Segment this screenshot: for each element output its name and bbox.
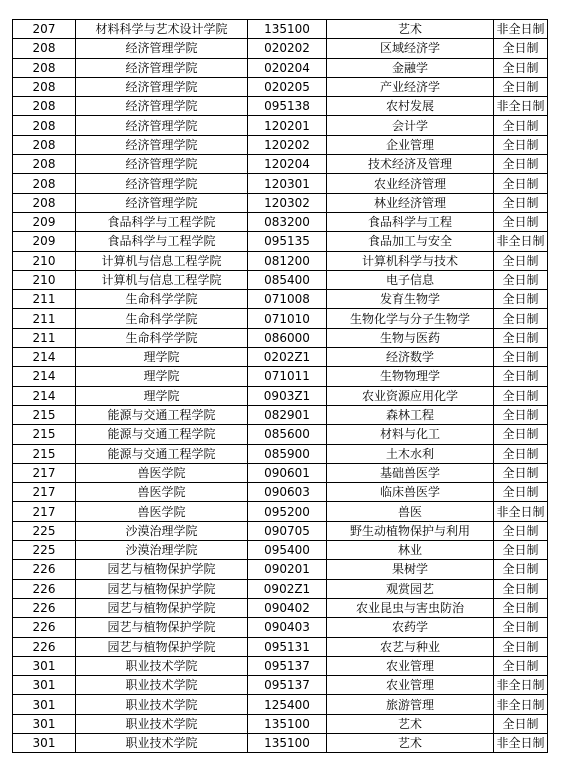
program-name-cell: 产业经济学 bbox=[327, 77, 494, 96]
college-name-cell: 能源与交通工程学院 bbox=[76, 444, 248, 463]
table-row bbox=[13, 579, 548, 598]
college-name-cell: 经济管理学院 bbox=[76, 58, 248, 77]
college-name-cell: 职业技术学院 bbox=[76, 676, 248, 695]
college-name-cell: 计算机与信息工程学院 bbox=[76, 251, 248, 270]
college-code-cell: 214 bbox=[13, 348, 76, 367]
table-row bbox=[13, 290, 548, 309]
college-name-cell: 食品科学与工程学院 bbox=[76, 212, 248, 231]
program-name-cell: 电子信息 bbox=[327, 270, 494, 289]
study-mode-cell: 全日制 bbox=[494, 367, 548, 386]
college-name-cell: 经济管理学院 bbox=[76, 174, 248, 193]
study-mode-cell: 全日制 bbox=[494, 135, 548, 154]
college-code-cell: 208 bbox=[13, 193, 76, 212]
college-name-cell: 生命科学学院 bbox=[76, 290, 248, 309]
study-mode-cell: 全日制 bbox=[494, 560, 548, 579]
program-code-cell: 135100 bbox=[248, 20, 327, 39]
program-code-cell: 071010 bbox=[248, 309, 327, 328]
program-code-cell: 085400 bbox=[248, 270, 327, 289]
table-row bbox=[13, 58, 548, 77]
program-code-cell: 071011 bbox=[248, 367, 327, 386]
college-code-cell: 217 bbox=[13, 502, 76, 521]
college-name-cell: 园艺与植物保护学院 bbox=[76, 598, 248, 617]
program-code-cell: 085900 bbox=[248, 444, 327, 463]
program-name-cell: 土木水利 bbox=[327, 444, 494, 463]
college-name-cell: 经济管理学院 bbox=[76, 97, 248, 116]
program-code-cell: 120201 bbox=[248, 116, 327, 135]
table-row bbox=[13, 598, 548, 617]
college-code-cell: 209 bbox=[13, 232, 76, 251]
study-mode-cell: 全日制 bbox=[494, 155, 548, 174]
study-mode-cell: 全日制 bbox=[494, 348, 548, 367]
program-name-cell: 技术经济及管理 bbox=[327, 155, 494, 174]
college-name-cell: 园艺与植物保护学院 bbox=[76, 560, 248, 579]
study-mode-cell: 全日制 bbox=[494, 309, 548, 328]
program-name-cell: 农村发展 bbox=[327, 97, 494, 116]
program-name-cell: 野生动植物保护与利用 bbox=[327, 521, 494, 540]
college-name-cell: 理学院 bbox=[76, 348, 248, 367]
study-mode-cell: 全日制 bbox=[494, 386, 548, 405]
college-name-cell: 材料科学与艺术设计学院 bbox=[76, 20, 248, 39]
program-name-cell: 艺术 bbox=[327, 714, 494, 733]
table-row bbox=[13, 328, 548, 347]
college-code-cell: 217 bbox=[13, 483, 76, 502]
college-code-cell: 301 bbox=[13, 733, 76, 752]
program-code-cell: 120302 bbox=[248, 193, 327, 212]
table-row bbox=[13, 155, 548, 174]
program-code-cell: 125400 bbox=[248, 695, 327, 714]
table-row bbox=[13, 20, 548, 39]
table-row bbox=[13, 232, 548, 251]
college-code-cell: 208 bbox=[13, 155, 76, 174]
college-name-cell: 经济管理学院 bbox=[76, 135, 248, 154]
study-mode-cell: 全日制 bbox=[494, 618, 548, 637]
college-code-cell: 209 bbox=[13, 212, 76, 231]
table-row bbox=[13, 560, 548, 579]
study-mode-cell: 全日制 bbox=[494, 290, 548, 309]
program-code-cell: 081200 bbox=[248, 251, 327, 270]
study-mode-cell: 全日制 bbox=[494, 656, 548, 675]
program-code-cell: 090705 bbox=[248, 521, 327, 540]
program-name-cell: 兽医 bbox=[327, 502, 494, 521]
program-name-cell: 农业经济管理 bbox=[327, 174, 494, 193]
program-code-cell: 135100 bbox=[248, 714, 327, 733]
college-code-cell: 208 bbox=[13, 135, 76, 154]
college-code-cell: 301 bbox=[13, 714, 76, 733]
college-code-cell: 225 bbox=[13, 521, 76, 540]
program-name-cell: 食品科学与工程 bbox=[327, 212, 494, 231]
program-name-cell: 林业经济管理 bbox=[327, 193, 494, 212]
table-row bbox=[13, 444, 548, 463]
college-code-cell: 301 bbox=[13, 656, 76, 675]
program-code-cell: 135100 bbox=[248, 733, 327, 752]
program-name-cell: 经济数学 bbox=[327, 348, 494, 367]
program-table bbox=[12, 19, 548, 753]
college-code-cell: 226 bbox=[13, 579, 76, 598]
college-name-cell: 园艺与植物保护学院 bbox=[76, 637, 248, 656]
college-code-cell: 211 bbox=[13, 290, 76, 309]
table-row bbox=[13, 521, 548, 540]
study-mode-cell: 全日制 bbox=[494, 714, 548, 733]
college-name-cell: 理学院 bbox=[76, 386, 248, 405]
program-table-body bbox=[13, 20, 548, 753]
table-row bbox=[13, 405, 548, 424]
college-code-cell: 211 bbox=[13, 328, 76, 347]
college-name-cell: 职业技术学院 bbox=[76, 714, 248, 733]
program-code-cell: 095135 bbox=[248, 232, 327, 251]
college-name-cell: 园艺与植物保护学院 bbox=[76, 618, 248, 637]
program-code-cell: 120202 bbox=[248, 135, 327, 154]
college-code-cell: 301 bbox=[13, 676, 76, 695]
program-code-cell: 090603 bbox=[248, 483, 327, 502]
table-row bbox=[13, 212, 548, 231]
study-mode-cell: 全日制 bbox=[494, 39, 548, 58]
college-code-cell: 210 bbox=[13, 270, 76, 289]
table-row bbox=[13, 695, 548, 714]
program-name-cell: 会计学 bbox=[327, 116, 494, 135]
study-mode-cell: 全日制 bbox=[494, 328, 548, 347]
college-name-cell: 计算机与信息工程学院 bbox=[76, 270, 248, 289]
program-code-cell: 020205 bbox=[248, 77, 327, 96]
program-code-cell: 090403 bbox=[248, 618, 327, 637]
table-row bbox=[13, 483, 548, 502]
study-mode-cell: 全日制 bbox=[494, 483, 548, 502]
study-mode-cell: 非全日制 bbox=[494, 676, 548, 695]
college-name-cell: 沙漠治理学院 bbox=[76, 541, 248, 560]
program-code-cell: 090402 bbox=[248, 598, 327, 617]
study-mode-cell: 全日制 bbox=[494, 541, 548, 560]
table-row bbox=[13, 116, 548, 135]
study-mode-cell: 全日制 bbox=[494, 270, 548, 289]
college-name-cell: 兽医学院 bbox=[76, 483, 248, 502]
college-name-cell: 经济管理学院 bbox=[76, 39, 248, 58]
study-mode-cell: 全日制 bbox=[494, 598, 548, 617]
college-code-cell: 214 bbox=[13, 386, 76, 405]
table-row bbox=[13, 618, 548, 637]
program-code-cell: 095137 bbox=[248, 676, 327, 695]
college-code-cell: 214 bbox=[13, 367, 76, 386]
table-row bbox=[13, 463, 548, 482]
study-mode-cell: 全日制 bbox=[494, 444, 548, 463]
program-name-cell: 林业 bbox=[327, 541, 494, 560]
program-name-cell: 农药学 bbox=[327, 618, 494, 637]
program-code-cell: 0902Z1 bbox=[248, 579, 327, 598]
table-row bbox=[13, 39, 548, 58]
program-name-cell: 材料与化工 bbox=[327, 425, 494, 444]
study-mode-cell: 全日制 bbox=[494, 212, 548, 231]
college-code-cell: 211 bbox=[13, 309, 76, 328]
study-mode-cell: 非全日制 bbox=[494, 232, 548, 251]
college-name-cell: 园艺与植物保护学院 bbox=[76, 579, 248, 598]
study-mode-cell: 全日制 bbox=[494, 521, 548, 540]
college-code-cell: 226 bbox=[13, 618, 76, 637]
college-code-cell: 226 bbox=[13, 598, 76, 617]
college-name-cell: 生命科学学院 bbox=[76, 328, 248, 347]
college-name-cell: 兽医学院 bbox=[76, 463, 248, 482]
program-code-cell: 020202 bbox=[248, 39, 327, 58]
college-name-cell: 兽医学院 bbox=[76, 502, 248, 521]
college-code-cell: 208 bbox=[13, 58, 76, 77]
program-code-cell: 120301 bbox=[248, 174, 327, 193]
college-name-cell: 沙漠治理学院 bbox=[76, 521, 248, 540]
program-code-cell: 090201 bbox=[248, 560, 327, 579]
program-code-cell: 086000 bbox=[248, 328, 327, 347]
program-code-cell: 082901 bbox=[248, 405, 327, 424]
table-row bbox=[13, 97, 548, 116]
college-name-cell: 能源与交通工程学院 bbox=[76, 425, 248, 444]
college-code-cell: 225 bbox=[13, 541, 76, 560]
table-row bbox=[13, 348, 548, 367]
program-name-cell: 临床兽医学 bbox=[327, 483, 494, 502]
study-mode-cell: 非全日制 bbox=[494, 695, 548, 714]
college-code-cell: 215 bbox=[13, 425, 76, 444]
study-mode-cell: 非全日制 bbox=[494, 502, 548, 521]
program-code-cell: 083200 bbox=[248, 212, 327, 231]
program-name-cell: 发育生物学 bbox=[327, 290, 494, 309]
program-name-cell: 果树学 bbox=[327, 560, 494, 579]
table-row bbox=[13, 135, 548, 154]
college-name-cell: 职业技术学院 bbox=[76, 695, 248, 714]
program-name-cell: 观赏园艺 bbox=[327, 579, 494, 598]
table-row bbox=[13, 637, 548, 656]
program-name-cell: 艺术 bbox=[327, 733, 494, 752]
study-mode-cell: 全日制 bbox=[494, 637, 548, 656]
table-row bbox=[13, 502, 548, 521]
program-name-cell: 农艺与种业 bbox=[327, 637, 494, 656]
college-name-cell: 经济管理学院 bbox=[76, 77, 248, 96]
program-name-cell: 企业管理 bbox=[327, 135, 494, 154]
program-name-cell: 农业管理 bbox=[327, 676, 494, 695]
college-code-cell: 301 bbox=[13, 695, 76, 714]
program-name-cell: 农业昆虫与害虫防治 bbox=[327, 598, 494, 617]
college-name-cell: 能源与交通工程学院 bbox=[76, 405, 248, 424]
college-name-cell: 食品科学与工程学院 bbox=[76, 232, 248, 251]
program-code-cell: 095137 bbox=[248, 656, 327, 675]
program-name-cell: 生物化学与分子生物学 bbox=[327, 309, 494, 328]
college-name-cell: 生命科学学院 bbox=[76, 309, 248, 328]
table-row bbox=[13, 174, 548, 193]
program-name-cell: 金融学 bbox=[327, 58, 494, 77]
table-row bbox=[13, 77, 548, 96]
college-code-cell: 226 bbox=[13, 637, 76, 656]
college-code-cell: 215 bbox=[13, 444, 76, 463]
college-code-cell: 215 bbox=[13, 405, 76, 424]
table-row bbox=[13, 733, 548, 752]
program-code-cell: 090601 bbox=[248, 463, 327, 482]
table-row bbox=[13, 193, 548, 212]
program-code-cell: 120204 bbox=[248, 155, 327, 174]
study-mode-cell: 全日制 bbox=[494, 463, 548, 482]
program-name-cell: 区域经济学 bbox=[327, 39, 494, 58]
college-code-cell: 217 bbox=[13, 463, 76, 482]
study-mode-cell: 全日制 bbox=[494, 174, 548, 193]
study-mode-cell: 全日制 bbox=[494, 405, 548, 424]
study-mode-cell: 全日制 bbox=[494, 116, 548, 135]
study-mode-cell: 全日制 bbox=[494, 193, 548, 212]
program-code-cell: 095138 bbox=[248, 97, 327, 116]
college-code-cell: 208 bbox=[13, 174, 76, 193]
college-code-cell: 208 bbox=[13, 77, 76, 96]
program-code-cell: 095131 bbox=[248, 637, 327, 656]
program-name-cell: 旅游管理 bbox=[327, 695, 494, 714]
table-row bbox=[13, 270, 548, 289]
table-row bbox=[13, 541, 548, 560]
college-name-cell: 经济管理学院 bbox=[76, 155, 248, 174]
table-row bbox=[13, 676, 548, 695]
college-name-cell: 经济管理学院 bbox=[76, 116, 248, 135]
program-name-cell: 生物与医药 bbox=[327, 328, 494, 347]
program-name-cell: 农业资源应用化学 bbox=[327, 386, 494, 405]
program-code-cell: 085600 bbox=[248, 425, 327, 444]
program-code-cell: 095400 bbox=[248, 541, 327, 560]
college-code-cell: 210 bbox=[13, 251, 76, 270]
program-code-cell: 095200 bbox=[248, 502, 327, 521]
college-name-cell: 经济管理学院 bbox=[76, 193, 248, 212]
table-row bbox=[13, 309, 548, 328]
program-code-cell: 0903Z1 bbox=[248, 386, 327, 405]
college-name-cell: 理学院 bbox=[76, 367, 248, 386]
college-code-cell: 226 bbox=[13, 560, 76, 579]
study-mode-cell: 全日制 bbox=[494, 251, 548, 270]
study-mode-cell: 非全日制 bbox=[494, 20, 548, 39]
college-code-cell: 207 bbox=[13, 20, 76, 39]
program-name-cell: 农业管理 bbox=[327, 656, 494, 675]
college-code-cell: 208 bbox=[13, 97, 76, 116]
college-name-cell: 职业技术学院 bbox=[76, 733, 248, 752]
table-row bbox=[13, 251, 548, 270]
study-mode-cell: 全日制 bbox=[494, 425, 548, 444]
table-row bbox=[13, 386, 548, 405]
table-row bbox=[13, 714, 548, 733]
study-mode-cell: 非全日制 bbox=[494, 97, 548, 116]
program-name-cell: 艺术 bbox=[327, 20, 494, 39]
study-mode-cell: 非全日制 bbox=[494, 733, 548, 752]
study-mode-cell: 全日制 bbox=[494, 58, 548, 77]
program-name-cell: 计算机科学与技术 bbox=[327, 251, 494, 270]
program-name-cell: 生物物理学 bbox=[327, 367, 494, 386]
table-row bbox=[13, 425, 548, 444]
college-name-cell: 职业技术学院 bbox=[76, 656, 248, 675]
program-code-cell: 020204 bbox=[248, 58, 327, 77]
program-name-cell: 基础兽医学 bbox=[327, 463, 494, 482]
table-row bbox=[13, 656, 548, 675]
table-row bbox=[13, 367, 548, 386]
program-code-cell: 0202Z1 bbox=[248, 348, 327, 367]
college-code-cell: 208 bbox=[13, 116, 76, 135]
program-name-cell: 食品加工与安全 bbox=[327, 232, 494, 251]
college-code-cell: 208 bbox=[13, 39, 76, 58]
program-code-cell: 071008 bbox=[248, 290, 327, 309]
study-mode-cell: 全日制 bbox=[494, 77, 548, 96]
program-name-cell: 森林工程 bbox=[327, 405, 494, 424]
study-mode-cell: 全日制 bbox=[494, 579, 548, 598]
